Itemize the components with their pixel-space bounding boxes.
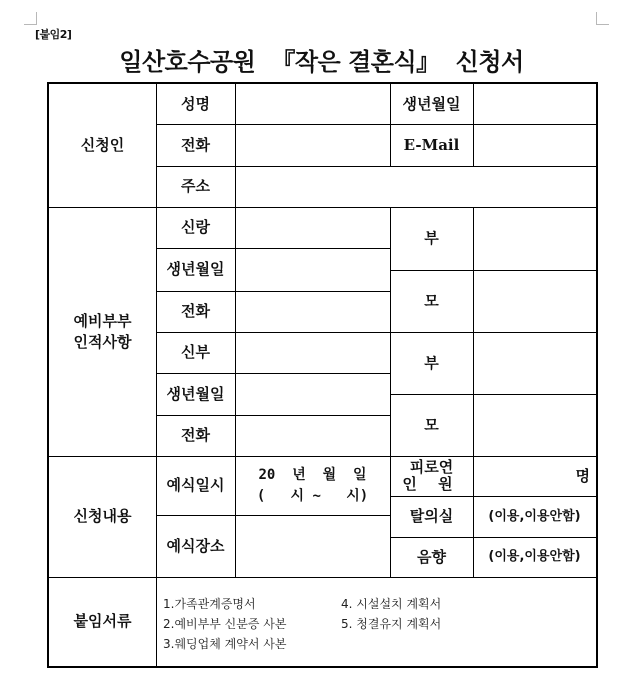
attachment-item: 2.예비부부 신분증 사본 bbox=[163, 617, 287, 631]
phone-label: 전화 bbox=[181, 135, 210, 154]
applicant-name-field[interactable] bbox=[235, 84, 390, 124]
couple-section-label bbox=[49, 207, 156, 456]
applicant-birthdate-field[interactable] bbox=[473, 84, 596, 124]
sound-label: 음향 bbox=[417, 547, 446, 566]
ceremony-time-text: ( 시 ~ 시) bbox=[256, 487, 369, 504]
bride-mother-field[interactable] bbox=[473, 394, 596, 456]
bride-phone-label: 전화 bbox=[181, 426, 210, 445]
ceremony-date-field[interactable] bbox=[235, 456, 390, 515]
applicant-address-field[interactable] bbox=[235, 166, 596, 207]
sound-option[interactable]: (이용,이용안함) bbox=[488, 549, 581, 565]
groom-father-label: 부 bbox=[424, 229, 439, 248]
attachment-item: 1.가족관계증명서 bbox=[163, 597, 256, 611]
bride-birthdate-label: 생년월일 bbox=[166, 384, 225, 403]
couple-label-line2: 인적사항 bbox=[73, 332, 132, 351]
ceremony-venue-field[interactable] bbox=[235, 515, 390, 577]
bride-label: 신부 bbox=[181, 343, 210, 362]
reception-guests-field[interactable] bbox=[473, 456, 596, 496]
groom-name-field[interactable] bbox=[235, 207, 390, 248]
groom-birthdate-field[interactable] bbox=[235, 248, 390, 291]
bride-mother-label: 모 bbox=[424, 415, 439, 434]
bride-father-field[interactable] bbox=[473, 332, 596, 394]
title-part: 『작은 결혼식』 bbox=[271, 48, 440, 76]
page-corner-mark bbox=[596, 12, 609, 25]
bride-phone-field[interactable] bbox=[235, 415, 390, 456]
couple-label-line1: 예비부부 bbox=[73, 312, 132, 331]
attachments-list-right bbox=[341, 594, 441, 634]
bride-father-label: 부 bbox=[424, 353, 439, 372]
request-section-label: 신청내용 bbox=[73, 507, 132, 526]
ceremony-venue-label: 예식장소 bbox=[166, 536, 225, 555]
attachments-section-label: 붙임서류 bbox=[73, 612, 132, 631]
guests-label-line2: 인 원 bbox=[402, 475, 461, 493]
page-title bbox=[0, 42, 643, 77]
groom-mother-field[interactable] bbox=[473, 270, 596, 332]
bride-birthdate-field[interactable] bbox=[235, 373, 390, 415]
guests-unit: 명 bbox=[575, 466, 590, 485]
guests-label-line1: 피로연 bbox=[409, 458, 454, 476]
applicant-phone-field[interactable] bbox=[235, 124, 390, 166]
attachment-item: 5. 청결유지 계획서 bbox=[341, 617, 442, 631]
ceremony-date-label: 예식일시 bbox=[166, 476, 225, 495]
groom-mother-label: 모 bbox=[424, 291, 439, 310]
title-part: 일산호수공원 bbox=[119, 48, 256, 76]
reception-guests-label bbox=[390, 456, 473, 496]
dressing-room-option[interactable]: (이용,이용안함) bbox=[488, 508, 581, 524]
address-label: 주소 bbox=[181, 177, 210, 196]
ceremony-date-text: 20 년 월 일 bbox=[258, 466, 367, 483]
title-part: 신청서 bbox=[455, 48, 524, 76]
attachment-number: [붙임2] bbox=[35, 28, 72, 41]
groom-birthdate-label: 생년월일 bbox=[166, 260, 225, 279]
applicant-section-label: 신청인 bbox=[80, 136, 125, 155]
application-form-table bbox=[47, 82, 598, 668]
attachments-list-left bbox=[163, 594, 286, 654]
groom-father-field[interactable] bbox=[473, 207, 596, 270]
birthdate-label: 생년월일 bbox=[402, 94, 461, 113]
applicant-email-field[interactable] bbox=[473, 124, 596, 166]
groom-phone-field[interactable] bbox=[235, 291, 390, 332]
attachment-item: 3.웨딩업체 계약서 사본 bbox=[163, 637, 287, 651]
dressing-room-label: 탈의실 bbox=[409, 507, 454, 526]
page-corner-mark bbox=[24, 12, 37, 25]
name-label: 성명 bbox=[181, 94, 210, 113]
attachment-item: 4. 시설설치 계획서 bbox=[341, 597, 442, 611]
bride-name-field[interactable] bbox=[235, 332, 390, 373]
groom-label: 신랑 bbox=[181, 218, 210, 237]
email-label: E-Mail bbox=[403, 135, 460, 154]
groom-phone-label: 전화 bbox=[181, 302, 210, 321]
